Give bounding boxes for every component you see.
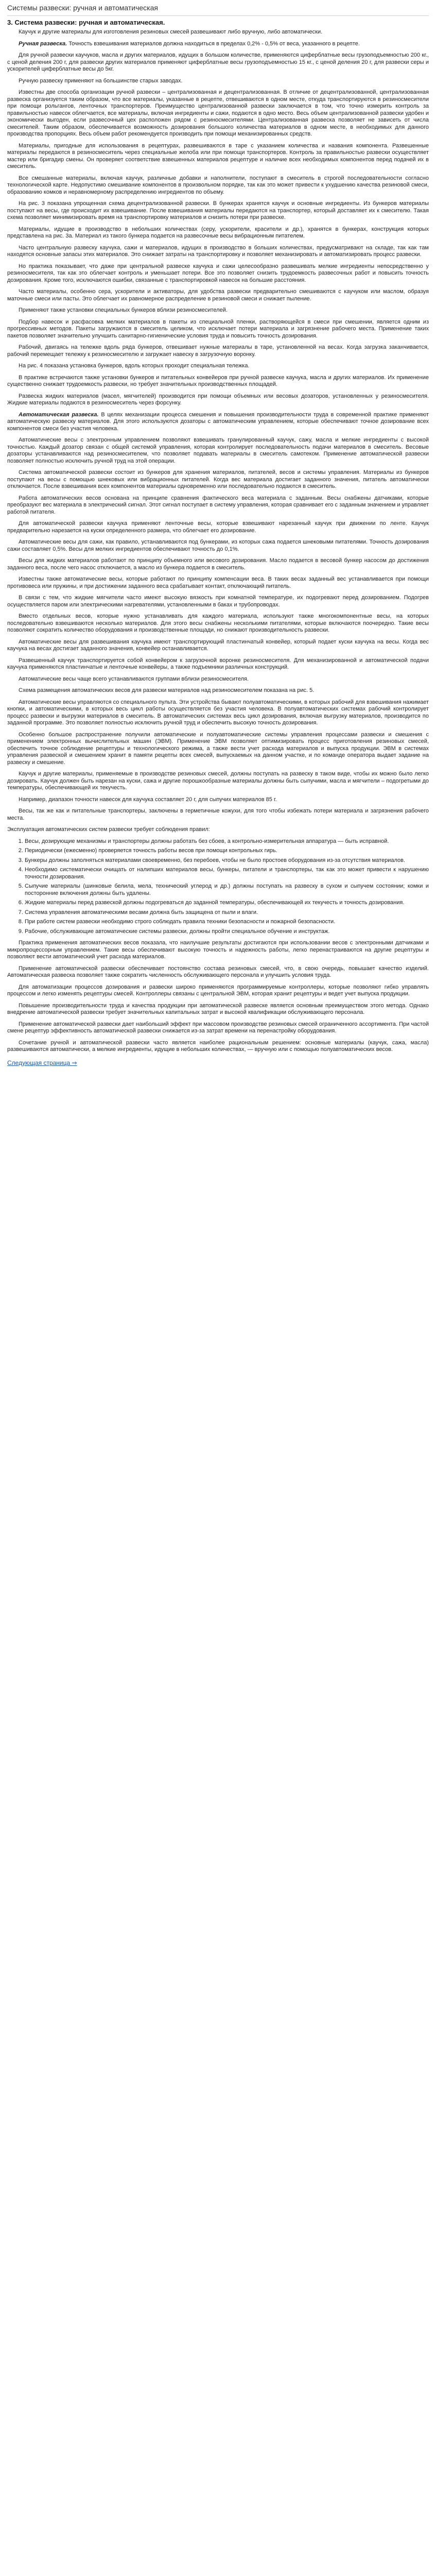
paragraph-text: Система автоматической развески состоит из бункеров для хранения материалов, питателей, весов и системы управления. Материалы из бункеров поступают на весы с помощью шнековых или вибрационных питателей. Когда вес материала достигает заданного значения, питатель автоматически отключается. После взвешивания всех компонентов материалы одновременно или последовательно подаются в смеситель.	[7, 469, 429, 489]
paragraph-text: Практика применения автоматических весов показала, что наилучшие результаты достигаются при использовании весов с электронными датчиками и микропроцессорным управлением. Такие весы обеспечивают высокую точность и надежность работы, легко перенастраиваются на другие рецептуры и позволяют вести автоматический учет расхода материалов.	[7, 940, 429, 960]
paragraph	[7, 539, 429, 553]
list-item: 3. Бункеры должны заполняться материалами своевременно, без перебоев, чтобы не было простоев оборудования из-за отсутствия материалов.	[25, 857, 429, 865]
paragraph	[7, 226, 429, 240]
paragraph-text: Особенно большое распространение получили автоматические и полуавтоматические системы управления процессами развески и смешения с применением электронных вычислительных машин (ЭВМ). Применение ЭВМ позволяет оптимизировать процесс приготовления резиновых смесей, обеспечить точное соблюдение рецептуры и технологического режима, а также вести учет расхода материалов и выпуска продукции. ЭВМ в системах управления развеской и смешением хранит в памяти рецепты всех смесей, выпускаемых на данном участке, и по команде оператора выдает задание на развеску и смешение.	[7, 731, 429, 766]
paragraph-text: Весы для жидких материалов работают по принципу объемного или весового дозирования. Масло подается в весовой бункер насосом до достижения заданного веса, после чего насос отключается, а масло из бункера подается в смеситель.	[7, 557, 429, 571]
paragraph-text: Сочетание ручной и автоматической развески часто является наиболее рациональным решением: основные материалы (каучук, сажа, масла) развешиваются автоматически, а мелкие ингредиенты, идущие в небольших количествах, — вручную или с помощью полуавтоматических весов.	[7, 1039, 429, 1053]
paragraph	[7, 1040, 429, 1054]
paragraph	[7, 699, 429, 727]
paragraph	[7, 89, 429, 138]
paragraph-text: Для автоматической развески каучука применяют ленточные весы, которые взвешивают нарезанный каучук при движении по ленте. Каучук предварительно нарезается на куски определенного размера, что облегчает его дозирование.	[7, 520, 429, 534]
paragraph-text: Известны две способа организации ручной развески – централизованная и децентрализованная. В отличие от децентрализованной, централизованная развеска организуется таким образом, что все материалы, указанные в рецепте, отвешиваются в одном месте, откуда транспортируются в резиносмесители при помощи рольгангов, ленточных транспортеров. Преимущество централизованной развески заключается в том, что точно измерить контроль за правильностью навесок облегчается, все материалы, включая ингредиенты и сажи, подаются в одно место. Весь объем централизованной развески удобен и экономически выгоден, если развесочный цех расположен рядом с резиносмесителями. Централизованная развеска позволяет не зависеть от числа смесителей. Таким образом, обеспечивается возможность дозирования большого количества материалов в одном месте, в необходимых для данного производства пропорциях. Весь объем работ рекомендуется производить при помощи механизированных средств.	[7, 89, 429, 137]
paragraph	[7, 344, 429, 358]
paragraph-text: Повышение производительности труда и качества продукции при автоматической развеске является основным преимуществом этого метода. Однако внедрение автоматической развески требует значительных капитальных затрат и высокой квалификации обслуживающего персонала.	[7, 1002, 429, 1015]
paragraph	[7, 965, 429, 979]
paragraph	[7, 1003, 429, 1016]
list-intro: Эксплуатация автоматических систем развески требует соблюдения правил:	[7, 826, 210, 833]
paragraph-text: Автоматические весы управляются со специального пульта. Эти устройства бывают полуавтоматическими, в которых рабочий для взвешивания нажимает кнопки, и автоматическими, в которых весь цикл работы осуществляется без участия человека. В полуавтоматических системах рабочий контролирует процесс развески и выгрузки материалов в смеситель. В автоматических системах весь цикл дозирования, включая выгрузку материалов, производится по заданной программе. Это позволяет полностью исключить ручной труд и обеспечить высокую точность дозирования.	[7, 699, 429, 726]
paragraph	[7, 808, 429, 822]
paragraph-text: Рабочий, двигаясь на тележке вдоль ряда бункеров, отвешивает нужные материалы в таре, установленной на весах. Когда загрузка заканчивается, рабочий перемещает тележку к резиносмесителю и загружает навеску в загрузочную воронку.	[7, 344, 429, 358]
paragraph	[7, 393, 429, 407]
list-item: 7. Система управления автоматическими весами должна быть защищена от пыли и влаги.	[25, 909, 429, 917]
paragraph-text: Например, диапазон точности навесок для каучука составляет 20 г, для сыпучих материалов 85 г.	[19, 796, 277, 803]
paragraph	[7, 557, 429, 571]
paragraph	[7, 375, 429, 388]
paragraph	[7, 732, 429, 767]
paragraph-text: Применяют также установки специальных бункеров вблизи резиносмесителей.	[19, 307, 228, 313]
paragraph	[7, 1021, 429, 1035]
paragraph-text: В практике встречаются также установки бункеров и питательных конвейеров при ручной развеске каучука, масла и других материалов. Их применение существенно снижает трудоемкость развески, но требует значительных производственных площадей.	[7, 374, 429, 387]
section-heading: 3. Система развески: ручная и автоматическая.	[7, 19, 165, 26]
paragraph	[7, 412, 429, 433]
paragraph	[7, 771, 429, 792]
paragraph-text: Развешенный каучук транспортируется собой конвейером к загрузочной воронке резиносмесителя. Для механизированной и автоматической подачи каучука применяются пластинчатые и ленточные конвейеры, а также подъемники различных конструкций.	[7, 657, 429, 670]
paragraph-text: Схема размещения автоматических весов для развески материалов над резиносмесителем показана на рис. 5.	[19, 687, 315, 693]
paragraph	[7, 245, 429, 259]
list-item: 6. Жидкие материалы перед развеской должны подогреваться до заданной температуры, обеспечивающей их текучесть и точность дозирования.	[25, 900, 429, 907]
paragraph	[7, 437, 429, 465]
paragraph-lead: Автоматическая развеска.	[19, 411, 99, 418]
paragraph	[7, 940, 429, 961]
paragraph	[7, 495, 429, 516]
paragraph-lead: Ручная развеска.	[19, 40, 67, 47]
paragraph	[7, 319, 429, 340]
paragraph	[7, 469, 429, 490]
paragraph	[7, 676, 429, 683]
paragraph-text: Вместо отдельных весов, которые нужно устанавливать для каждого материала, используют также многокомпонентные весы, на которых последовательно взвешиваются несколько материалов. Для этого весы снабжены несколькими питателями, которые включаются поочередно. Такие весы позволяют сократить количество оборудования и производственные площади, но снижают производительность развески.	[7, 613, 429, 633]
paragraph-text: Для автоматизации процессов дозирования и развески широко применяются программируемые контроллеры, которые позволяют гибко управлять процессом и легко изменять рецептуры смесей. Контроллеры связаны с центральной ЭВМ, которая хранит рецептуры и ведет учет выпуска продукции.	[7, 984, 429, 997]
paragraph	[7, 29, 429, 36]
list-item: 2. Периодически (ежесменно) проверяется точность работы весов при помощи контрольных гирь.	[25, 848, 429, 855]
paragraph-text: Часто центральную развеску каучука, сажи и материалов, идущих в производство в больших количествах, предусматривают на складе, так как там находятся основные запасы этих материалов. Это снижает затраты на транспортировку и позволяет механизировать и автоматизировать процесс развески.	[7, 244, 429, 258]
paragraph-text: Применение автоматической развески дает наибольший эффект при массовом производстве резиновых смесей ограниченного ассортимента. При частой смене рецептур эффективность автоматической развески снижается из-за затрат времени на перенастройку оборудования.	[7, 1021, 429, 1034]
paragraph	[7, 595, 429, 608]
paragraph	[7, 52, 429, 73]
document-body	[7, 29, 429, 1054]
next-page-link[interactable]: Следующая страница ⇒	[7, 1059, 77, 1066]
paragraph	[7, 984, 429, 998]
paragraph	[7, 200, 429, 222]
paragraph-text: Известны также автоматические весы, которые работают по принципу компенсации веса. В таких весах заданный вес устанавливается при помощи противовеса или пружины, и при достижении заданного веса срабатывает контакт, отключающий питатель.	[7, 576, 429, 589]
paragraph-text: Работа автоматических весов основана на принципе сравнения фактического веса материала с заданным. Весы снабжены датчиками, которые преобразуют вес материала в электрический сигнал. Этот сигнал поступает в систему управления, которая сравнивает его с заданным значением и управляет работой питателя.	[7, 495, 429, 515]
paragraph-text: Каучук и другие материалы для изготовления резиновых смесей развешивают либо вручную, либо автоматически.	[19, 29, 323, 35]
paragraph-text: Весы, так же как и питательные транспортеры, заключены в герметичные кожухи, для того чтобы избежать потери материала и загрязнения рабочего места.	[7, 808, 429, 821]
paragraph	[7, 143, 429, 171]
list-item: 8. При работе систем развески необходимо строго соблюдать правила техники безопасности и пожарной безопасности.	[25, 919, 429, 926]
page-title: Системы развески: ручная и автоматическая	[7, 3, 429, 16]
paragraph	[7, 576, 429, 590]
paragraph-text: Развеска жидких материалов (масел, мягчителей) производится при помощи объемных или весовых дозаторов, установленных у резиносмесителя. Жидкие материалы подаются в резиносмеситель через форсунку.	[7, 393, 429, 406]
paragraph-text: Каучук и другие материалы, применяемые в производстве резиновых смесей, должны поступать на развеску в таком виде, чтобы их можно было легко дозировать. Каучук должен быть нарезан на куски, сажа и другие порошкообразные материалы должны быть сыпучими, масла и мягчители – подогретыми до температуры, обеспечивающей их текучесть.	[7, 771, 429, 791]
paragraph-text: Автоматические весы чаще всего устанавливаются группами вблизи резиносмесителя.	[19, 675, 249, 682]
paragraph	[7, 639, 429, 653]
paragraph-text: На рис. 4 показана установка бункеров, вдоль которых проходит специальная тележка.	[19, 363, 250, 369]
paragraph-text: Автоматические весы с электронным управлением позволяют взвешивать гранулированный каучук, сажу, масла и мелкие ингредиенты с высокой точностью. Каждый дозатор связан с общей системой управления, которая контролирует последовательность подачи материалов в смеситель. Весовые дозаторы устанавливаются над резиносмесителем, что позволяет подавать материалы в смеситель самотеком. Применение автоматической развески позволяет полностью исключить ручной труд на этой операции.	[7, 437, 429, 464]
paragraph	[7, 307, 429, 314]
paragraph-text: Материалы, идущие в производство в небольших количествах (серу, ускорители, красители и др.), хранятся в бункерах, конструкция которых представлена на рис. 3а. Материал из такого бункера подается на развесочные весы вибрационным питателем.	[7, 226, 429, 239]
paragraph-text: Ручную развеску применяют на большинстве старых заводах.	[19, 77, 183, 84]
paragraph-text: Часто материалы, особенно сера, ускорители и активаторы, для удобства развески предварительно смешиваются с каучуком или маслом, образуя маточные смеси или пасты. Это облегчает их равномерное распределение в резиновой смеси и снижает пыление.	[7, 289, 429, 302]
paragraph	[7, 289, 429, 302]
paragraph-text: Подбор навесок и расфасовка мелких материалов в пакеты из специальной пленки, растворяющейся в смеси при смешении, является одним из прогрессивных методов. Пакеты загружаются в смеситель целиком, что исключает потери материала и загрязнение рабочего места. Применение таких пакетов позволяет значительно улучшить санитарно-гигиенические условия труда и повысить точность дозирования.	[7, 318, 429, 339]
paragraph-text: Автоматические весы для развешивания каучука имеют транспортирующий пластинчатый конвейер, который подает куски каучука на весы. Когда вес каучука на весах достигает заданного значения, конвейер останавливается.	[7, 638, 429, 652]
paragraph	[7, 78, 429, 85]
paragraph-text: Для ручной развески каучуков, масла и других материалов, идущих в большом количестве, применяются циферблатные весы грузоподъемностью 200 кг., с ценой деления 200 г, для развески других материалов применяют циферблатные весы грузоподъемностью 15 кг., с ценой деления 20 г, для развески серы и ускорителей циферблатные весы до 5кг.	[7, 52, 429, 72]
paragraph	[7, 613, 429, 634]
paragraph-text: Автоматические весы для сажи, как правило, устанавливаются под бункерами, из которых сажа подается шнековыми питателями. Точность дозирования сажи составляет 0,5%. Весы для мелких ингредиентов обеспечивают точность до 0,1%.	[7, 539, 429, 552]
list-item: 9. Рабочие, обслуживающие автоматические системы развески, должны пройти специальное обучение и инструктаж.	[25, 928, 429, 936]
paragraph	[7, 263, 429, 284]
paragraph-text: Применение автоматической развески обеспечивает постоянство состава резиновых смесей, что, в свою очередь, повышает качество изделий. Автоматическая развеска позволяет также сократить численность обслуживающего персонала и улучшить условия труда.	[7, 965, 429, 978]
rules-list	[7, 838, 429, 936]
list-item: 1. Весы, дозирующие механизмы и транспортеры должны работать без сбоев, а контрольно-измерительная аппаратура — быть исправной.	[25, 838, 429, 845]
list-item: 5. Сыпучие материалы (шинковые белила, мела, технический углерод и др.) должны поступать на развеску в сухом и сыпучем состоянии; комки и посторонние включения должны быть удалены.	[25, 883, 429, 897]
paragraph	[7, 657, 429, 671]
paragraph	[7, 175, 429, 196]
paragraph-text: Но практика показывает, что даже при центральной развеске каучука и сажи целесообразно развешивать мелкие ингредиенты непосредственно у резиносмесителя, так как это облегчает контроль и уменьшает потери. Все это позволяет снизить трудоемкость развесочных работ и повысить точность дозирования. Кроме того, исключаются ошибки, связанные с транспортировкой навесок на большие расстояния.	[7, 263, 429, 283]
paragraph-text: Все смешанные материалы, включая каучук, различные добавки и наполнители, поступают в смеситель в строгой последовательности согласно технологической карте. Недопустимо смешивание компонентов в произвольном порядке, так как это может привести к ухудшению качества резиновой смеси, образованию комков и неравномерному распределению ингредиентов по объему.	[7, 175, 429, 195]
list-item: 4. Необходимо систематически очищать от налипших материалов весы, бункеры, питатели и транспортеры, так как это может привести к нарушению точности дозирования.	[25, 867, 429, 880]
paragraph-text: В связи с тем, что жидкие мягчители часто имеют высокую вязкость при комнатной температуре, их подогревают перед дозированием. Подогрев осуществляется паром или электрическими нагревателями, установленными в баках и трубопроводах.	[7, 595, 429, 608]
paragraph-text: На рис. 3 показана упрощенная схема децентрализованной развески. В бункерах хранятся каучук и основные ингредиенты. Из бункеров материалы поступают на весы, где происходит их взвешивание. После взвешивания материалы передаются на транспортер, который доставляет их к смесителю. Такая схема позволяет минимизировать время на транспортировку материалов и снизить потери при развеске.	[7, 200, 429, 221]
paragraph	[7, 41, 429, 48]
paragraph-text: В целях механизации процесса смешения и повышения производительности труда в современной практике применяют автоматическую развеску материалов. Для этого используются дозаторы с автоматическим управлением, которые обеспечивают точное дозирование всех компонентов смеси без участия человека.	[7, 411, 429, 432]
paragraph	[7, 796, 429, 804]
paragraph-text: Материалы, пригодные для использования в рецептурах, развешиваются в таре с указанием количества и названия компонента. Развешенные материалы передаются в резиносмеситель через специальные желоба или при помощи транспортеров. Контроль за правильностью развески осуществляет мастер или бригадир смены. Он проверяет соответствие взвешенных материалов рецептуре и наличие всех необходимых компонентов перед подачей их в смеситель.	[7, 142, 429, 170]
paragraph	[7, 687, 429, 694]
paragraph	[7, 520, 429, 534]
paragraph-text: Точность взвешивания материалов должна находиться в пределах 0,2% - 0,5% от веса, указанного в рецепте.	[68, 40, 360, 47]
paragraph	[7, 363, 429, 370]
